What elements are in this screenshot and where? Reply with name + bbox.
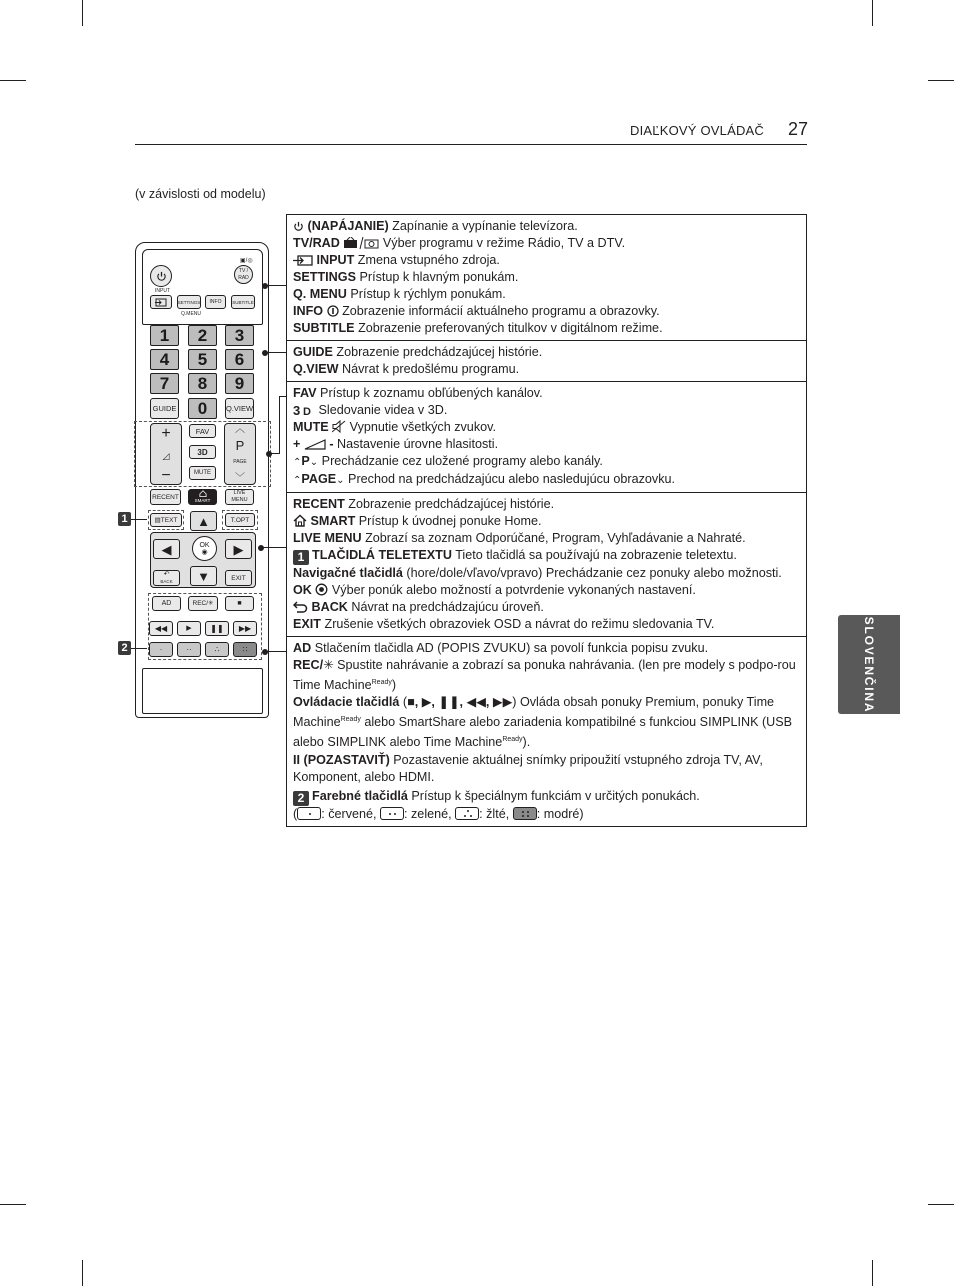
teletext-icon: ▤ (154, 516, 161, 524)
desc-line (293, 547, 800, 565)
callout-dot (262, 649, 268, 655)
desc-line (293, 286, 800, 303)
header-rule (135, 144, 807, 145)
ok-wheel-icon: ◉ (201, 548, 208, 556)
live-menu-button[interactable]: LIVE MENU (225, 489, 254, 505)
callout-badge-2: 2 (118, 641, 131, 655)
desc-text: Návrat k predošlému programu. (338, 362, 520, 376)
crop-mark (928, 80, 954, 81)
yellow-key-icon (455, 807, 479, 820)
desc-text: : červené, (321, 806, 381, 821)
desc-text: Prístup k špeciálnym funkciám v určitých ponukách. (407, 788, 700, 803)
desc-text: Prístup k hlavným ponukám. (355, 270, 519, 284)
yellow-button[interactable] (205, 642, 229, 657)
home-icon (199, 490, 207, 497)
number-button-2[interactable]: 2 (188, 325, 217, 346)
desc-line (293, 752, 800, 786)
back-label: BACK (160, 579, 173, 584)
ok-label: OK (199, 541, 210, 549)
red-key-icon (297, 807, 321, 820)
volume-up-icon: + (161, 425, 171, 442)
fast-forward-icon: ▶▶ (492, 695, 513, 710)
rec-icon: ✳ (208, 600, 214, 607)
desc-text: Prechod na predchádzajúcu alebo nasledujúcu obrazovku. (344, 472, 676, 486)
desc-text: Zrušenie všetkých obrazoviek OSD a návrat do režimu sledovania TV. (321, 617, 715, 631)
qmenu-label: Q.MENU (181, 311, 201, 317)
desc-line (293, 582, 800, 599)
desc-text: Spustite nahrávanie a zobrazí sa ponuka nahrávania. (len pre modely s podpo-rou Time Machine (293, 658, 796, 693)
rewind-button[interactable] (149, 621, 173, 636)
power-button[interactable] (150, 265, 172, 287)
desc-text: Sledovanie videa v 3D. (315, 403, 448, 417)
desc-line (293, 252, 800, 269)
desc-text: : žlté, (479, 806, 513, 821)
ready-superscript: Ready (371, 679, 392, 686)
language-tab (838, 615, 900, 714)
back-button[interactable] (153, 570, 180, 586)
desc-line (293, 513, 800, 530)
desc-text: Nastavenie úrovne hlasitosti. (333, 437, 499, 451)
desc-text: Výber programu v režime Rádio, TV a DTV. (379, 236, 626, 250)
power-block (287, 215, 806, 340)
desc-text: Výber ponúk alebo možností a potvrdenie vykonaných nastavení. (328, 583, 696, 597)
running-title: DIAĽKOVÝ OVLÁDAČ (630, 123, 764, 138)
desc-text: ( (399, 695, 408, 710)
desc-text: Návrat na predchádzajúcu úroveň. (347, 600, 544, 614)
crop-mark (872, 1260, 873, 1286)
program-label: P (235, 438, 245, 454)
callout-line (279, 396, 286, 397)
desc-label: OK (293, 583, 312, 597)
input-icon (155, 298, 167, 307)
program-rocker[interactable] (224, 423, 256, 485)
desc-line (293, 788, 800, 806)
desc-text: Vypnutie všetkých zvukov. (346, 420, 496, 434)
desc-label: EXIT (293, 617, 321, 631)
input-label: INPUT (155, 288, 170, 294)
stop-icon: ■ (237, 600, 242, 607)
desc-line (293, 640, 800, 657)
desc-line (293, 218, 800, 235)
crop-mark (82, 1260, 83, 1286)
volume-rocker[interactable] (150, 423, 182, 485)
stop-button[interactable] (225, 596, 254, 611)
text-button[interactable] (150, 513, 182, 527)
settings-button[interactable]: SETTINGS (177, 295, 201, 309)
language-tab-label: SLOVENČINA (862, 616, 876, 713)
desc-line (293, 616, 800, 633)
volume-icon: ◿ (162, 450, 170, 461)
desc-line (293, 530, 800, 547)
mute-icon (332, 420, 346, 433)
rec-label: REC/ (192, 600, 209, 607)
desc-line (293, 235, 800, 252)
callout-dot (262, 350, 268, 356)
callout-line (266, 651, 286, 652)
callout-line (131, 648, 147, 649)
chevron-up-icon: ⌃ (293, 457, 302, 468)
desc-line (293, 694, 800, 751)
desc-label: Q. MENU (293, 287, 347, 301)
volume-icon (304, 439, 326, 450)
desc-label: AD (293, 641, 312, 655)
crop-mark (82, 0, 83, 26)
number-button-8[interactable]: 8 (188, 373, 217, 394)
rewind-icon: ◀◀ (466, 695, 486, 710)
page-label: PAGE (233, 458, 247, 465)
desc-line (293, 453, 800, 471)
ready-superscript: Ready (340, 716, 361, 724)
desc-label: Q.VIEW (293, 362, 339, 376)
desc-text: : zelené, (404, 806, 456, 821)
desc-text: alebo SmartShare alebo zariadenia kompatibilné s funkciou SIMPLINK (USB alebo SIMPLINK alebo Time Machine (293, 715, 793, 750)
power-icon (293, 221, 304, 232)
desc-text: Zobrazenie preferovaných titulkov v digitálnom režime. (354, 321, 663, 335)
desc-text: Zobrazenie predchádzajúcej histórie. (344, 497, 555, 511)
callout-line (266, 285, 286, 286)
chevron-up-icon: ︿ (235, 424, 245, 435)
red-button[interactable] (149, 642, 173, 657)
ready-superscript: Ready (502, 736, 523, 744)
threed-icon (293, 404, 315, 416)
rec-button[interactable] (188, 596, 218, 611)
rec-icon: ✳ (323, 658, 334, 672)
desc-label: GUIDE (293, 345, 333, 359)
nav-right-button[interactable] (225, 539, 252, 559)
ok-wheel-icon (315, 583, 328, 596)
info-button[interactable]: INFO (205, 295, 226, 309)
desc-label: LIVE MENU (293, 531, 362, 545)
desc-label: FAV (293, 386, 317, 400)
arrow-left-icon: ◀ (161, 541, 172, 557)
desc-text: Prístup k rýchlym ponukám. (346, 287, 506, 301)
desc-label: SETTINGS (293, 270, 356, 284)
button-description-table (286, 214, 807, 827)
number-button-3[interactable]: 3 (225, 325, 254, 346)
desc-text: ) (391, 678, 397, 693)
nav-down-button[interactable] (190, 566, 217, 586)
fav-button[interactable]: FAV (189, 424, 216, 438)
callout-dot (258, 545, 264, 551)
teletext-badge: 1 (293, 550, 309, 565)
desc-line (293, 419, 800, 436)
callout-dot (262, 283, 268, 289)
desc-line (293, 471, 800, 489)
blue-button[interactable] (233, 642, 257, 657)
desc-line (293, 599, 800, 616)
desc-label: RECENT (293, 497, 345, 511)
input-icon (293, 255, 313, 266)
desc-text: Prístup k zoznamu obľúbených kanálov. (316, 386, 543, 400)
four-dot-icon: ∷ (242, 645, 248, 654)
chevron-down-icon: ⌄ (336, 475, 345, 486)
ok-button[interactable] (192, 536, 217, 561)
desc-text: Tieto tlačidlá sa používajú na zobrazenie teletextu. (451, 548, 737, 562)
callout-line (266, 352, 286, 353)
remote-illustration (135, 242, 269, 718)
desc-label: II (POZASTAVIŤ) (293, 752, 390, 767)
subtitle-button[interactable]: SUBTITLE (231, 295, 255, 309)
chevron-up-icon: ⌃ (293, 475, 302, 486)
desc-text: Pozastavenie aktuálnej snímky pripoužití vstupného zdroja TV, AV, Komponent, alebo HDMI. (293, 752, 763, 784)
info-icon (327, 305, 339, 317)
callout-badge-1: 1 (118, 512, 131, 526)
stop-icon: ■ (407, 695, 415, 710)
remote-bottom-panel (142, 668, 263, 714)
two-dot-icon: ·· (186, 645, 192, 654)
ad-button[interactable]: AD (152, 596, 181, 611)
desc-line: ( : červené, : zelené, : žlté, : modré) (293, 806, 584, 821)
desc-label: INPUT (316, 253, 355, 267)
guide-block (287, 340, 806, 381)
arrow-up-icon: ▲ (197, 513, 210, 529)
mute-button[interactable]: MUTE (189, 466, 216, 480)
desc-text: Zmena vstupného zdroja. (354, 253, 500, 267)
number-button-7[interactable]: 7 (150, 373, 179, 394)
desc-label: Ovládacie tlačidlá (293, 695, 400, 710)
play-icon: ▶ (186, 625, 192, 632)
green-button[interactable] (177, 642, 201, 657)
qview-button[interactable]: Q.VIEW (225, 398, 254, 419)
green-key-icon (380, 807, 404, 820)
ad-block (287, 636, 806, 826)
topt-button[interactable]: T.OPT (225, 513, 255, 527)
volume-down-icon: − (161, 467, 171, 484)
power-icon (156, 271, 167, 282)
navigation-block (287, 492, 806, 636)
desc-line (293, 496, 800, 513)
pause-icon: ❚❚ (438, 695, 460, 710)
callout-line (270, 453, 280, 454)
number-button-1[interactable]: 1 (150, 325, 179, 346)
desc-line (293, 565, 800, 582)
desc-line (293, 385, 800, 402)
desc-line (293, 436, 800, 453)
callout-line (262, 547, 286, 548)
number-button-6[interactable]: 6 (225, 349, 254, 370)
chevron-down-icon: ⌄ (309, 457, 319, 468)
desc-label: TV/RAD (293, 236, 340, 250)
back-icon (293, 601, 308, 613)
desc-label: (NAPÁJANIE) (307, 219, 389, 233)
chevron-down-icon: ﹀ (235, 472, 245, 484)
tvrad-icon-label: ▣/◎ (240, 258, 253, 264)
exit-button[interactable]: EXIT (225, 570, 252, 586)
text-button-label: TEXT (160, 516, 178, 524)
desc-label: + (293, 437, 301, 451)
desc-label: SMART (310, 514, 356, 528)
desc-label: TLAČIDLÁ TELETEXTU (312, 548, 452, 562)
number-button-5[interactable]: 5 (188, 349, 217, 370)
callout-line (279, 396, 280, 454)
blue-key-icon (513, 807, 537, 820)
nav-left-button[interactable] (153, 539, 180, 559)
desc-text: Zapínanie a vypínanie televízora. (388, 219, 578, 233)
pause-button[interactable] (205, 621, 229, 636)
desc-text: Prístup k úvodnej ponuke Home. (355, 514, 542, 528)
input-button[interactable] (150, 295, 172, 309)
one-dot-icon: · (159, 645, 163, 654)
model-note: (v závislosti od modelu) (135, 187, 266, 201)
threed-button[interactable]: 3D (189, 445, 216, 459)
play-icon: ▶ (421, 695, 432, 710)
desc-label: Navigačné tlačidlá (293, 566, 403, 580)
desc-label: P (301, 454, 310, 468)
smart-label: SMART (194, 498, 211, 503)
callout-dot (266, 451, 272, 457)
pause-icon: ❚❚ (210, 624, 224, 633)
back-icon: ↶ (163, 571, 170, 578)
home-icon (293, 514, 307, 527)
tvrad-button[interactable]: TV / RAD (234, 265, 253, 284)
number-button-0[interactable]: 0 (188, 398, 217, 419)
number-button-9[interactable]: 9 (225, 373, 254, 394)
desc-label: REC/ (293, 658, 324, 672)
svg-text:D: D (303, 406, 311, 416)
rewind-icon: ◀◀ (154, 624, 168, 633)
number-button-4[interactable]: 4 (150, 349, 179, 370)
arrow-down-icon: ▼ (197, 568, 210, 584)
arrow-right-icon: ▶ (233, 541, 244, 557)
desc-line (293, 657, 800, 694)
desc-text: Zobrazenie informácií aktuálneho programu a obrazovky. (338, 304, 660, 318)
desc-label: INFO (293, 304, 324, 318)
desc-text: Zobrazenie predchádzajúcej histórie. (332, 345, 543, 359)
callout-line (131, 519, 147, 520)
desc-line (293, 402, 800, 419)
crop-mark (928, 1204, 954, 1205)
desc-text: (hore/dole/vľavo/vpravo) Prechádzanie cez ponuky alebo možnosti. (402, 566, 782, 580)
nav-up-button[interactable] (190, 511, 217, 531)
desc-line (293, 303, 800, 320)
desc-text: Zobrazí sa zoznam Odporúčané, Program, Vyhľadávanie a Nahraté. (361, 531, 746, 545)
play-button[interactable] (177, 621, 201, 636)
fav-block (287, 381, 806, 492)
desc-label: MUTE (293, 420, 329, 434)
three-dot-icon: ∴ (214, 645, 220, 654)
desc-label: PAGE (301, 472, 337, 486)
desc-label: BACK (311, 600, 348, 614)
desc-text: ). (522, 735, 531, 750)
crop-mark (872, 0, 873, 26)
crop-mark (0, 80, 26, 81)
desc-text: Prechádzanie cez uložené programy alebo kanály. (318, 454, 603, 468)
fast-forward-button[interactable] (233, 621, 257, 636)
desc-line (293, 269, 800, 286)
svg-text:3: 3 (293, 404, 301, 416)
desc-text: : modré) (536, 806, 584, 821)
desc-text: Stlačením tlačidla AD (POPIS ZVUKU) sa povolí funkcia popisu zvuku. (311, 641, 709, 655)
desc-label: SUBTITLE (293, 321, 355, 335)
crop-mark (0, 1204, 26, 1205)
desc-text: ) Ovláda obsah ponuky Premium, ponuky Time Machine (293, 695, 775, 730)
desc-line (293, 344, 800, 361)
smart-button[interactable] (188, 489, 217, 505)
desc-line (293, 361, 800, 378)
fast-forward-icon: ▶▶ (238, 624, 252, 633)
recent-button[interactable]: RECENT (150, 489, 181, 505)
desc-line (293, 320, 800, 337)
color-buttons-badge: 2 (293, 791, 309, 806)
desc-label: - (329, 437, 334, 451)
guide-button[interactable]: GUIDE (150, 398, 179, 419)
page-number: 27 (788, 119, 809, 139)
tv-radio-icon (343, 237, 379, 249)
desc-label: Farebné tlačidlá (312, 788, 408, 803)
playback-icons: ■, ▶, ❚❚, ◀◀, ▶▶ (407, 695, 513, 710)
